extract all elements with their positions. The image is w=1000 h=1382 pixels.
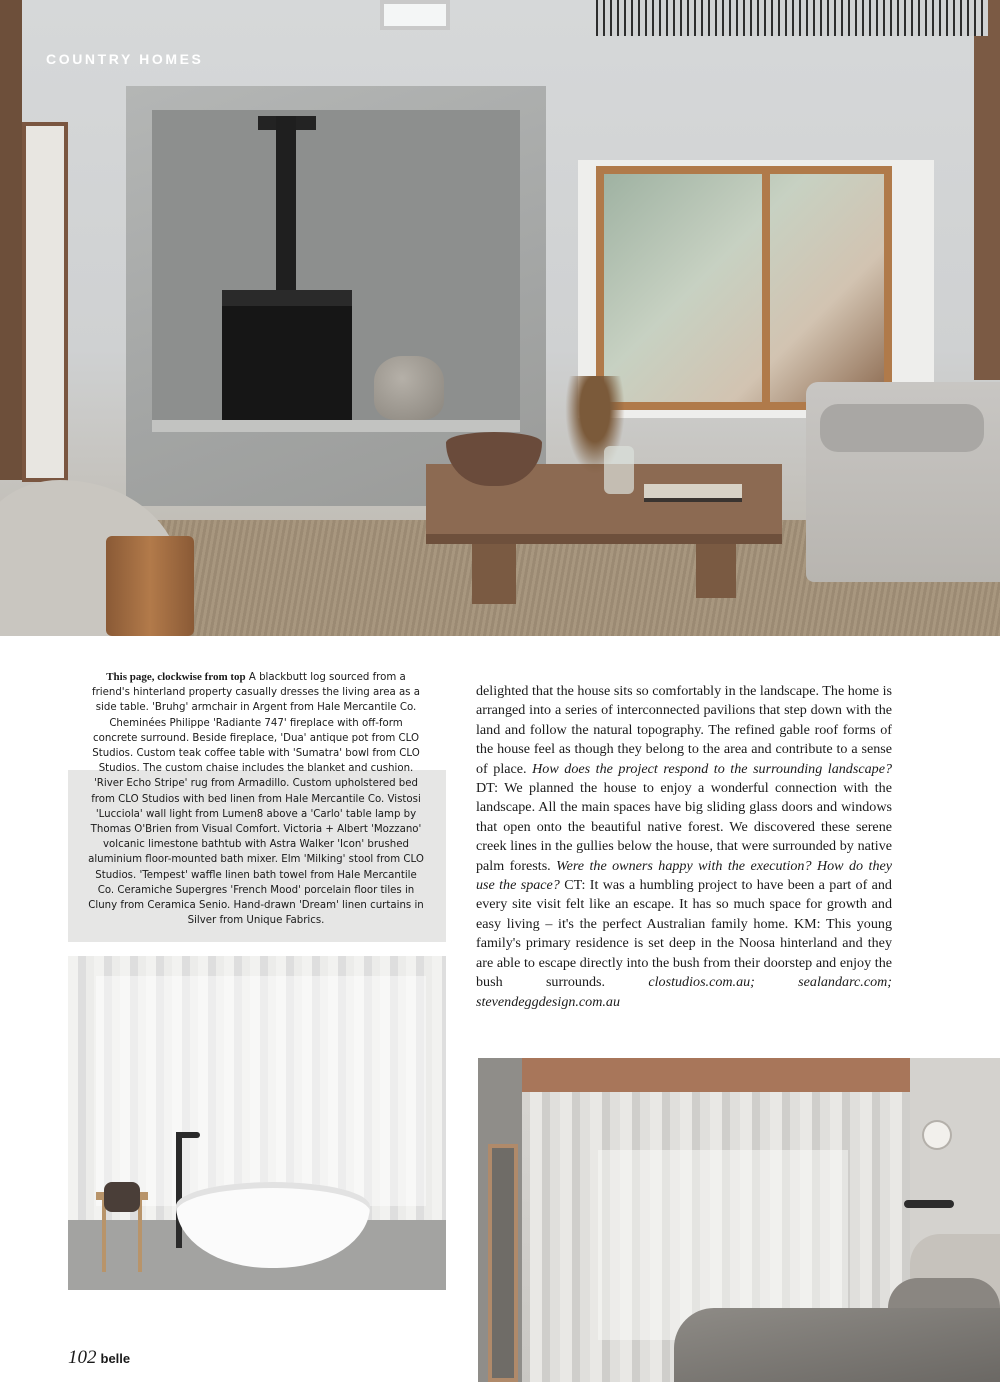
paragraph: DT: We planned the house to enjoy a wonderful connection with the landscape. All the main spaces have big sliding glass doors and windows that open onto the beautiful native forest. We discovered these serene creek lines in the gullies below the house, that were surrounded by native palm forests. (476, 780, 892, 874)
skylight-window (380, 0, 450, 30)
chaise-cushion (820, 404, 984, 452)
bath-towel (104, 1182, 140, 1212)
window-light (96, 976, 426, 1206)
photo-caption (86, 670, 426, 928)
timber-beam (974, 0, 1000, 380)
antique-pot (374, 356, 444, 420)
page-number: 102 (68, 1347, 97, 1368)
fireplace-stove (222, 290, 352, 420)
stove-flue (276, 116, 296, 296)
caption-lead: This page, clockwise from top (106, 671, 246, 683)
glass-vase (604, 446, 634, 494)
mixer-spout (176, 1132, 200, 1138)
timber-wall-post (0, 0, 22, 480)
timber-ceiling (522, 1058, 962, 1092)
wall-light (924, 1122, 950, 1148)
paragraph: delighted that the house sits so comfortably in the landscape. The home is arranged into a series of interconnected pavilions that step down with the land and follow the natural topography. The refined gable roof forms of the house feel as though they belong to the area and contribute to a sense of place. (476, 683, 892, 777)
coffee-table-leg (696, 544, 736, 598)
section-label: COUNTRY HOMES (46, 51, 204, 67)
table-lamp (904, 1200, 954, 1208)
bedroom-door (488, 1144, 518, 1382)
article-body (476, 682, 892, 1012)
doorway (22, 122, 68, 482)
paragraph: CT: It was a humbling project to have been a part of and every site visit felt like an escape. It has so much space for growth and easy living – it's the perfect Australian family home. KM: This young family's primary residence is set deep in the Noosa hinterland and they are able to escape directly into the bush from their doorstep and enjoy the bush surrounds. (476, 877, 892, 991)
bedroom-photo (478, 1058, 1000, 1382)
website-links: clostudios.com.au; sealandarc.com; stevendeggdesign.com.au (476, 974, 892, 1010)
ceiling-vent (596, 0, 988, 36)
concrete-ledge (152, 420, 520, 432)
log-side-table (106, 536, 194, 636)
magazine-name: belle (100, 1351, 131, 1366)
window-mullion (762, 172, 770, 404)
caption-text: A blackbutt log sourced from a friend's hinterland property casually dresses the living area as a side table. 'Bruhg' armchair in Argent from Hale Mercantile Co. Cheminées Philippe 'Radiante 747' fireplace with off-form concrete surround. Beside fireplace, 'Dua' antique pot from CLO Studios. Custom teak coffee table with 'Sumatra' bowl from CLO Studios. The custom chaise includes the blanket and cushion. 'River Echo Stripe' rug from Armadillo. Custom upholstered bed from CLO Studios with bed linen from Hale Mercantile Co. Vistosi 'Lucciola' wall light from Lumen8 above a 'Carlo' table lamp by Thomas O'Brien from Visual Comfort. Victoria + Albert 'Mozzano' volcanic limestone bathtub with Astra Walker 'Icon' brushed aluminium floor-mounted bath mixer. Elm 'Milking' stool from CLO Studios. 'Tempest' waffle linen bath towel from Hale Mercantile Co. Ceramiche Supergres 'French Mood' porcelain floor tiles in Cluny from Ceramica Senio. Hand-drawn 'Dream' linen curtains in Silver from Unique Fabrics. (88, 672, 424, 927)
page-folio (68, 1347, 130, 1369)
coffee-table-books (644, 484, 742, 502)
floor-mounted-mixer (176, 1132, 182, 1248)
bathroom-photo (68, 956, 446, 1290)
interview-question: Were the owners happy with the execution? How do they use the space? (476, 857, 892, 894)
living-room-photo (0, 0, 1000, 636)
coffee-table-leg (472, 544, 516, 604)
bed-linen (674, 1308, 1000, 1382)
timber-window (596, 166, 892, 410)
interview-question: How does the project respond to the surrounding landscape? (532, 760, 892, 777)
